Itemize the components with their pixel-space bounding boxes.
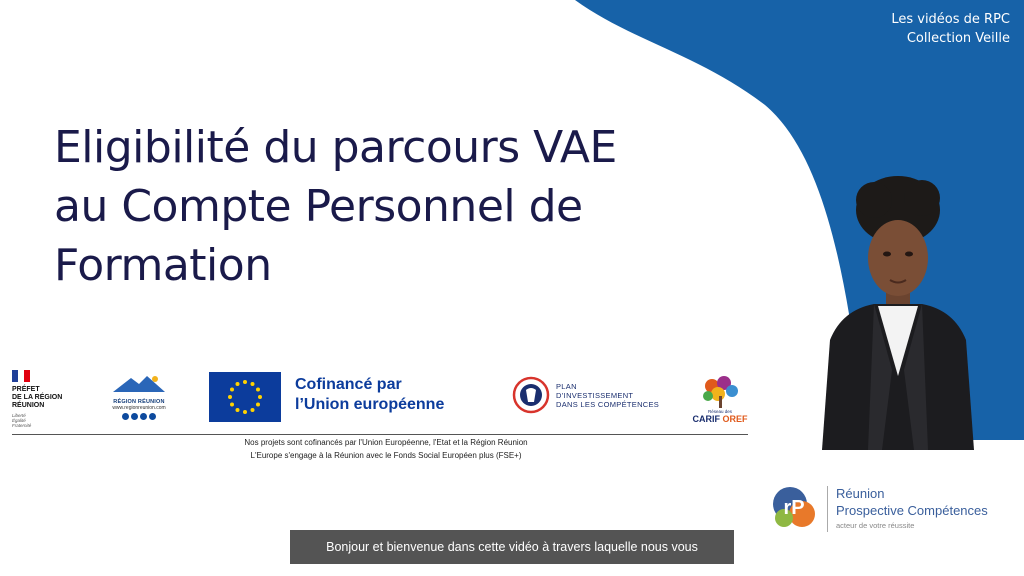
funding-caption-2: L'Europe s'engage à la Réunion avec le Fonds Social Européen plus (FSE+): [250, 451, 522, 460]
brand-tagline: acteur de votre réussite: [836, 521, 915, 530]
prefet-motto: [12, 413, 82, 428]
rpc-monogram: rP: [783, 497, 805, 519]
pic-text: [556, 382, 659, 409]
brand-line-2a: Prospective: [836, 503, 904, 518]
prefet-motto-1: Liberté: [12, 413, 26, 418]
eu-line-2: l’Union européenne: [295, 396, 445, 413]
series-line-2: Collection Veille: [906, 31, 1010, 46]
prefet-line-1: PRÉFET: [12, 386, 40, 393]
region-reunion-logo: [104, 374, 174, 420]
pic-line-2: D’INVESTISSEMENT: [556, 391, 634, 400]
eu-flag-icon: [209, 372, 281, 422]
pic-line-3: DANS LES COMPÉTENCES: [556, 400, 660, 409]
marianne-seal-icon: [512, 376, 550, 414]
carif-label: [690, 409, 750, 424]
video-subtitle: Bonjour et bienvenue dans cette vidéo à travers laquelle nous vous: [290, 530, 734, 564]
series-line-1: Les vidéos de RPC: [891, 12, 1010, 27]
carif-word: CARIF: [692, 414, 720, 424]
title-line-2: au Compte Personnel de: [54, 181, 583, 232]
eu-star-icon: [228, 395, 232, 399]
youtube-icon: [149, 413, 156, 420]
french-flag-icon: [12, 370, 30, 382]
carif-tree-icon: [690, 374, 750, 408]
page-title: [54, 118, 774, 295]
brand-line-2: [836, 502, 988, 519]
presenter-image: [812, 170, 982, 450]
region-social-icons: [104, 413, 174, 420]
oref-word: OREF: [722, 414, 748, 424]
eu-cofinance-text: [295, 375, 444, 415]
brand-line-1: Réunion: [836, 486, 885, 501]
rpc-brand-text: [836, 486, 988, 530]
eu-star-icon: [236, 382, 240, 386]
pic-line-1: PLAN: [556, 382, 577, 391]
title-line-3: Formation: [54, 240, 272, 291]
eu-star-icon: [243, 410, 247, 414]
region-mountain-icon: [109, 374, 169, 394]
eu-star-icon: [256, 388, 260, 392]
brand-line-2b: Compétences: [907, 503, 988, 518]
series-tag: [891, 10, 1010, 48]
eu-star-icon: [230, 388, 234, 392]
rpc-divider: [827, 486, 828, 532]
eu-star-icon: [251, 408, 255, 412]
facebook-icon: [122, 413, 129, 420]
title-line-1: Eligibilité du parcours VAE: [54, 122, 617, 173]
carif-oref-logo: [690, 374, 750, 424]
instagram-icon: [140, 413, 147, 420]
eu-star-icon: [251, 382, 255, 386]
eu-star-icon: [256, 403, 260, 407]
prefet-motto-2: Égalité: [12, 418, 26, 423]
prefet-logo: [12, 370, 82, 428]
twitter-icon: [131, 413, 138, 420]
prefet-motto-3: Fraternité: [12, 423, 32, 428]
eu-star-icon: [236, 408, 240, 412]
eu-star-icon: [243, 380, 247, 384]
region-url: www.regionreunion.com: [112, 405, 166, 411]
prefet-line-3: RÉUNION: [12, 402, 45, 409]
eu-line-1: Cofinancé par: [295, 376, 402, 393]
prefet-line-2: DE LA RÉGION: [12, 394, 63, 401]
carif-reseau: Réseau des: [707, 409, 733, 414]
partner-logos-band: [8, 364, 764, 468]
rpc-logo-icon: [768, 484, 820, 532]
logos-divider: [12, 434, 748, 435]
eu-star-icon: [230, 403, 234, 407]
funding-caption-1: Nos projets sont cofinancés par l'Union Européenne, l'Etat et la Région Réunion: [244, 438, 528, 447]
region-name: RÉGION RÉUNION: [113, 399, 165, 405]
eu-star-icon: [258, 395, 262, 399]
